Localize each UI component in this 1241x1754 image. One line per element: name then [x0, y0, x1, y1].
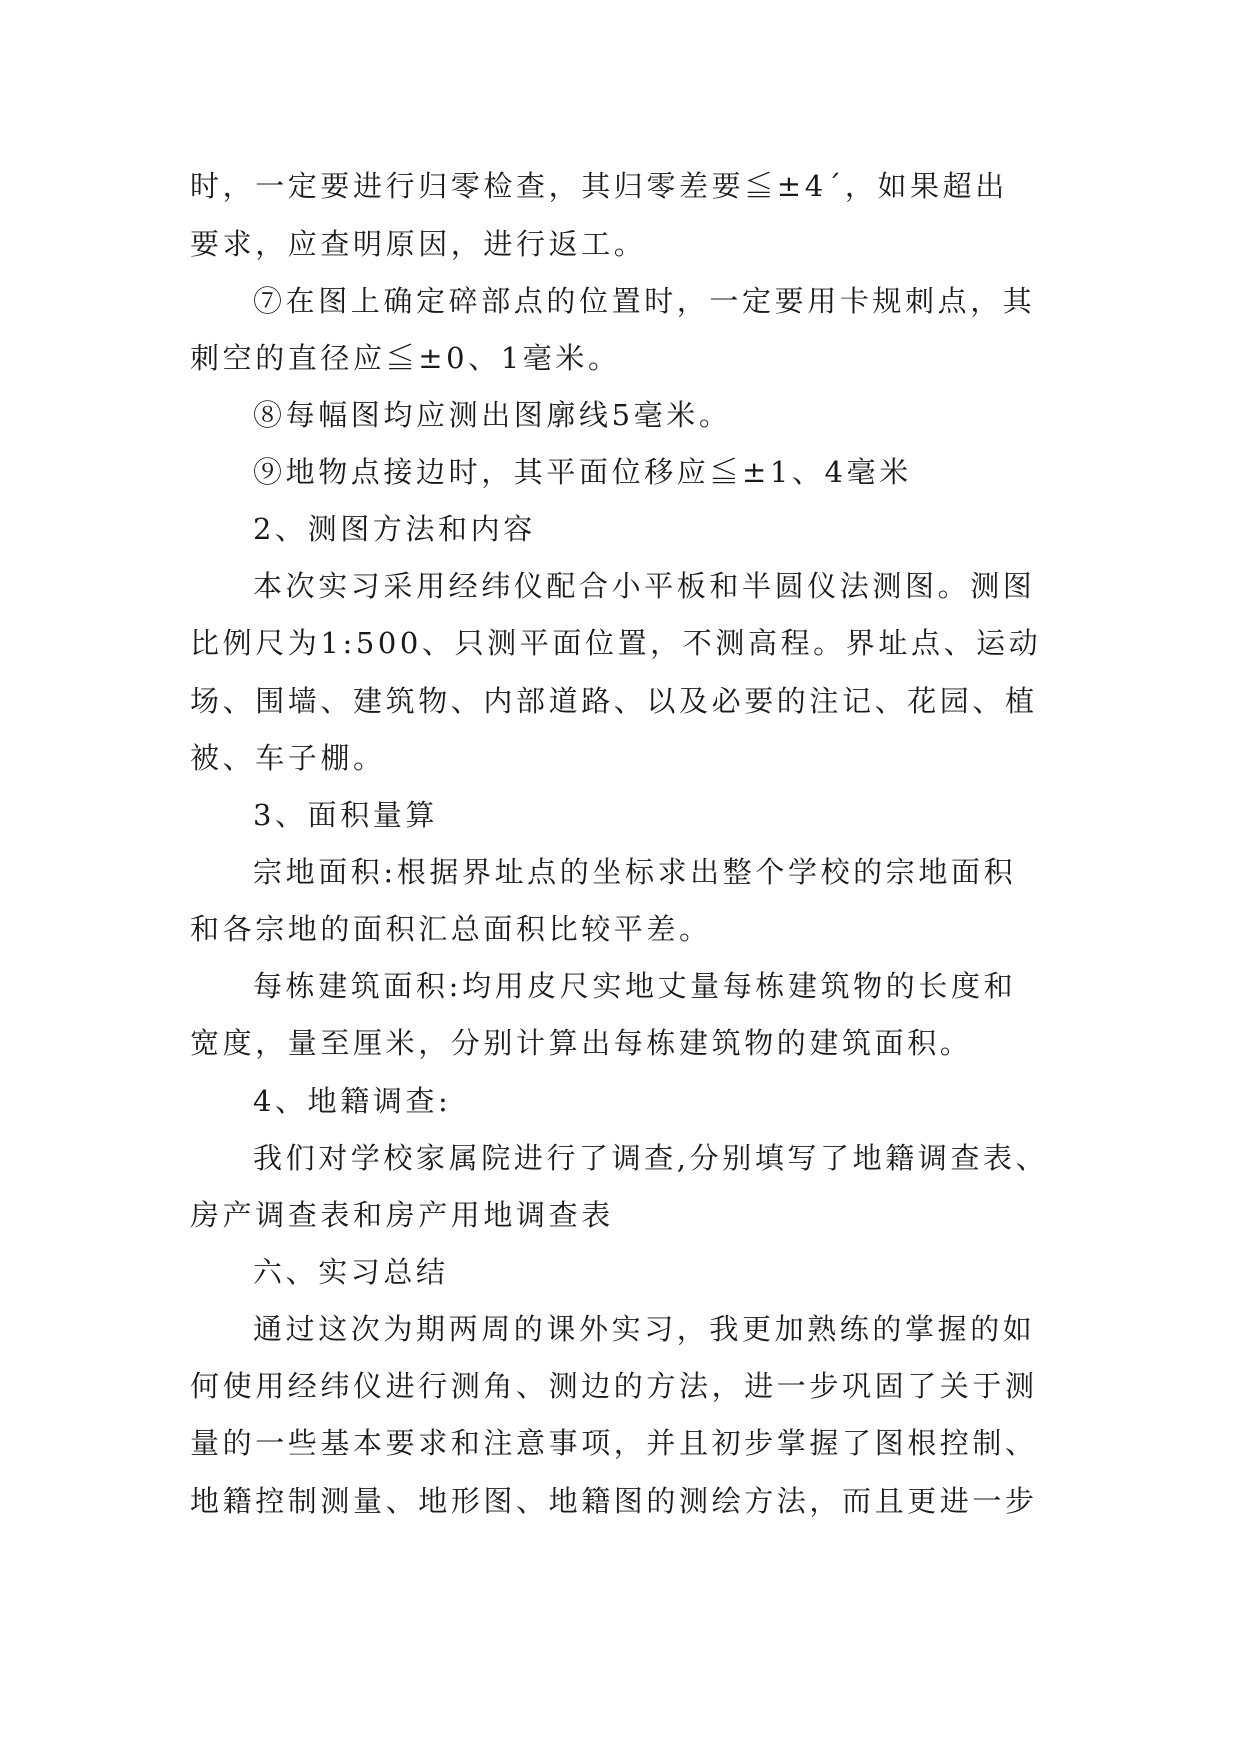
text-line: 和各宗地的面积汇总面积比较平差。 — [190, 912, 712, 946]
text-line: 场、围墙、建筑物、内部道路、以及必要的注记、花园、植 — [190, 684, 1038, 718]
text-line: 本次实习采用经纬仪配合小平板和半圆仪法测图。测图 — [253, 569, 1036, 603]
text-line: 要求，应查明原因，进行返工。 — [190, 227, 647, 261]
section-heading: 2、测图方法和内容 — [253, 512, 536, 546]
text-line: 比例尺为1:500、只测平面位置，不测高程。界址点、运动 — [190, 626, 1042, 660]
section-heading: 六、实习总结 — [253, 1255, 449, 1289]
text-line: 通过这次为期两周的课外实习，我更加熟练的掌握的如 — [253, 1312, 1036, 1346]
text-line: 被、车子棚。 — [190, 741, 386, 775]
text-line: 房产调查表和房产用地调查表 — [190, 1198, 614, 1232]
text-line: 地籍控制测量、地形图、地籍图的测绘方法，而且更进一步 — [190, 1484, 1038, 1518]
text-line: 量的一些基本要求和注意事项，并且初步掌握了图根控制、 — [190, 1426, 1038, 1460]
text-line: ⑧每幅图均应测出图廓线5毫米。 — [253, 398, 732, 432]
section-heading: 4、地籍调查: — [253, 1084, 452, 1118]
text-line: 何使用经纬仪进行测角、测边的方法，进一步巩固了关于测 — [190, 1369, 1038, 1403]
text-line: 刺空的直径应≦±0、1毫米。 — [190, 341, 621, 375]
section-heading: 3、面积量算 — [253, 798, 439, 832]
text-line: 宗地面积:根据界址点的坐标求出整个学校的宗地面积 — [253, 855, 1017, 889]
text-line: 宽度，量至厘米，分别计算出每栋建筑物的建筑面积。 — [190, 1026, 973, 1060]
text-line: 每栋建筑面积:均用皮尺实地丈量每栋建筑物的长度和 — [253, 969, 1017, 1003]
text-line: ⑨地物点接边时，其平面位移应≦±1、4毫米 — [253, 455, 912, 489]
text-line: ⑦在图上确定碎部点的位置时，一定要用卡规刺点，其 — [253, 284, 1036, 318]
text-line: 我们对学校家属院进行了调查,分别填写了地籍调查表、 — [253, 1141, 1049, 1175]
text-line: 时，一定要进行归零检查，其归零差要≦±4´，如果超出 — [190, 169, 1008, 203]
